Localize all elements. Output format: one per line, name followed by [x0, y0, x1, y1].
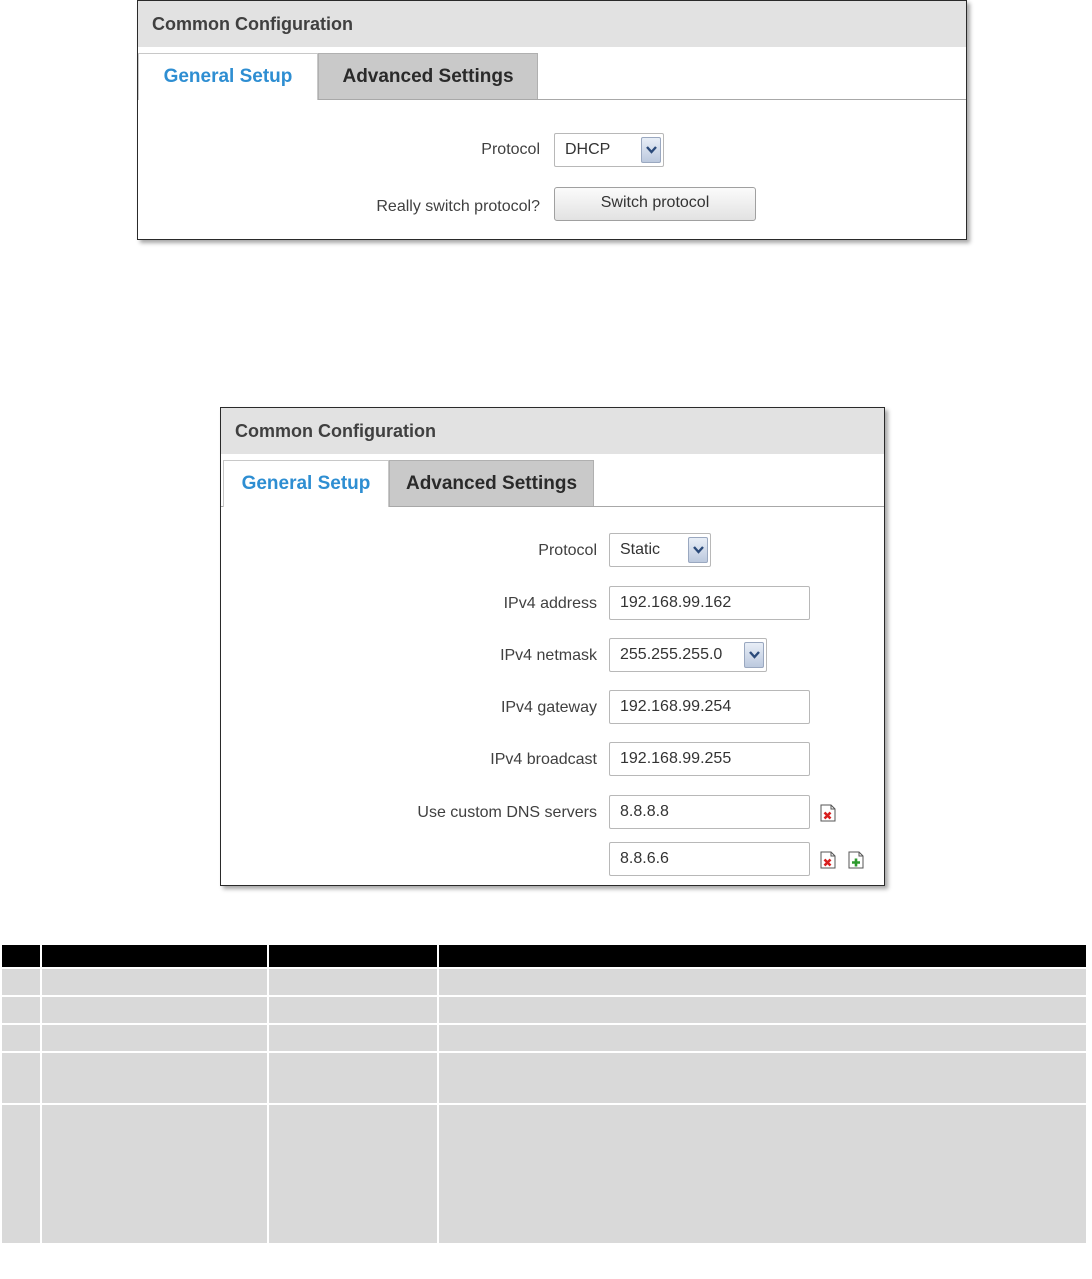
table-cell: [41, 1052, 268, 1104]
protocol-select-value: DHCP: [565, 141, 611, 158]
table-cell: [41, 1104, 268, 1244]
add-icon[interactable]: [847, 851, 865, 869]
table-row: [1, 1052, 1087, 1104]
table-cell: [268, 1052, 438, 1104]
table-row: [1, 996, 1087, 1024]
table-cell: [1, 1052, 41, 1104]
remove-icon[interactable]: [819, 851, 837, 869]
common-configuration-panel-dhcp: [137, 0, 967, 240]
parameter-table: [0, 943, 1088, 1245]
table-cell: [438, 996, 1087, 1024]
tab-general-setup[interactable]: General Setup: [138, 53, 318, 100]
table-header-row: [1, 944, 1087, 968]
table-row: [1, 1024, 1087, 1052]
table-cell: [268, 1024, 438, 1052]
ipv4-netmask-value: 255.255.255.0: [620, 646, 723, 663]
ipv4-gateway-input[interactable]: 192.168.99.254: [609, 690, 810, 724]
panel-title: Common Configuration: [221, 408, 884, 454]
table-cell: [268, 968, 438, 996]
table-row: [1, 968, 1087, 996]
ipv4-address-label: IPv4 address: [503, 595, 597, 612]
chevron-down-icon: [688, 537, 708, 563]
table-cell: [41, 968, 268, 996]
remove-icon[interactable]: [819, 804, 837, 822]
table-cell: [41, 1024, 268, 1052]
table-cell: [438, 968, 1087, 996]
panel-title: Common Configuration: [138, 1, 966, 47]
dns-server-input[interactable]: 8.8.8.8: [609, 795, 810, 829]
ipv4-netmask-select[interactable]: [609, 638, 767, 672]
table-cell: [438, 1052, 1087, 1104]
table-cell: [41, 996, 268, 1024]
tab-advanced-settings[interactable]: Advanced Settings: [318, 53, 538, 99]
ipv4-netmask-label: IPv4 netmask: [500, 647, 597, 664]
protocol-select-value: Static: [620, 541, 661, 558]
switch-protocol-label: Really switch protocol?: [376, 198, 540, 215]
table-cell: [268, 1104, 438, 1244]
table-cell: [1, 1104, 41, 1244]
ipv4-address-input[interactable]: 192.168.99.162: [609, 586, 810, 620]
common-configuration-panel-static: [220, 407, 885, 886]
tab-bar: [221, 454, 884, 507]
switch-protocol-button[interactable]: Switch protocol: [554, 187, 756, 221]
table-header-cell: [1, 944, 41, 968]
table-cell: [438, 1104, 1087, 1244]
protocol-label: Protocol: [481, 141, 540, 158]
protocol-select[interactable]: [554, 133, 664, 167]
ipv4-broadcast-input[interactable]: 192.168.99.255: [609, 742, 810, 776]
tab-advanced-settings[interactable]: Advanced Settings: [389, 460, 594, 506]
custom-dns-label: Use custom DNS servers: [417, 804, 597, 821]
dns-server-input[interactable]: 8.8.6.6: [609, 842, 810, 876]
chevron-down-icon: [641, 137, 661, 163]
chevron-down-icon: [744, 642, 764, 668]
table-cell: [268, 996, 438, 1024]
table-row: [1, 1104, 1087, 1244]
table-header-cell: [41, 944, 268, 968]
table-header-cell: [438, 944, 1087, 968]
table-header-cell: [268, 944, 438, 968]
table-cell: [1, 1024, 41, 1052]
ipv4-gateway-label: IPv4 gateway: [500, 699, 597, 716]
table-cell: [438, 1024, 1087, 1052]
protocol-select[interactable]: [609, 533, 711, 567]
ipv4-broadcast-label: IPv4 broadcast: [490, 751, 597, 768]
protocol-label: Protocol: [538, 542, 597, 559]
table-cell: [1, 996, 41, 1024]
tab-general-setup[interactable]: General Setup: [223, 460, 389, 507]
tab-bar: [138, 47, 966, 100]
table-cell: [1, 968, 41, 996]
